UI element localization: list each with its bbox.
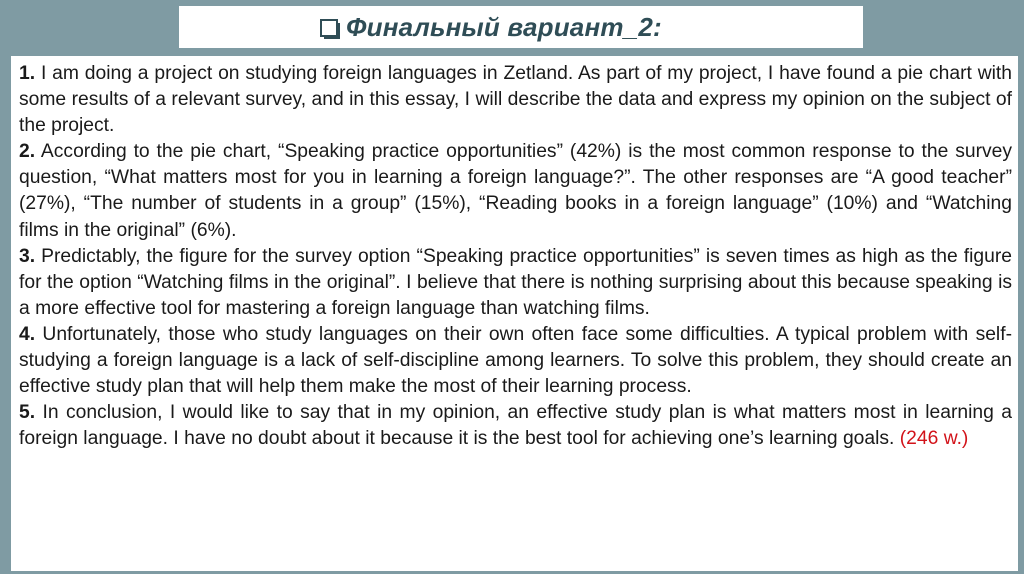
paragraph-text: Unfortunately, those who study languages on their own often face some difficulties. A typical problem with self-studying a foreign language is a lack of self-discipline among learners. To solve this problem, they should create an effective study plan that will help them make the most of their learning process. [19,323,1012,398]
paragraph-number: 1. [19,63,36,84]
paragraph-text: In conclusion, I would like to say that in my opinion, an effective study plan is what matters most in learning a foreign language. I have no doubt about it because it is the best tool for achieving one’s learning goals. [19,402,1012,450]
essay-content [11,56,1018,571]
title-row [320,12,662,43]
paragraph-number: 2. [19,141,36,163]
paragraph-number: 3. [19,245,36,267]
paragraph-text: Predictably, the figure for the survey option “Speaking practice opportunities” is seven times as high as the figure for the option “Watching films in the original”. I believe that there is nothing surprising about this because speaking is a more effective tool for mastering a foreign language than watching films. [19,245,1012,319]
paragraph-number: 5. [19,402,36,424]
essay-paragraph-1 [19,61,1012,139]
page-title: Финальный вариант_2: [346,11,662,42]
essay-paragraph-2 [19,139,1012,243]
essay-paragraph-3 [19,244,1012,322]
paragraph-number: 4. [19,323,36,345]
word-count: (246 w.) [899,428,969,450]
title-box [179,6,863,48]
essay-paragraph-5 [19,400,1012,452]
paragraph-text: I am doing a project on studying foreign languages in Zetland. As part of my project, I have found a pie chart with some results of a relevant survey, and in this essay, I will describe the data and express my opinion on the subject of the project. [19,63,1012,137]
paragraph-text: According to the pie chart, “Speaking practice opportunities” (42%) is the most common response to the survey question, “What matters most for you in learning a foreign language?”. The other responses are “A good teacher” (27%), “The number of students in a group” (15%), “Reading books in a foreign language” (10%) and “Watching films in the original” (6%). [19,141,1012,241]
checkbox-icon [320,19,338,37]
essay-paragraph-4 [19,322,1012,400]
